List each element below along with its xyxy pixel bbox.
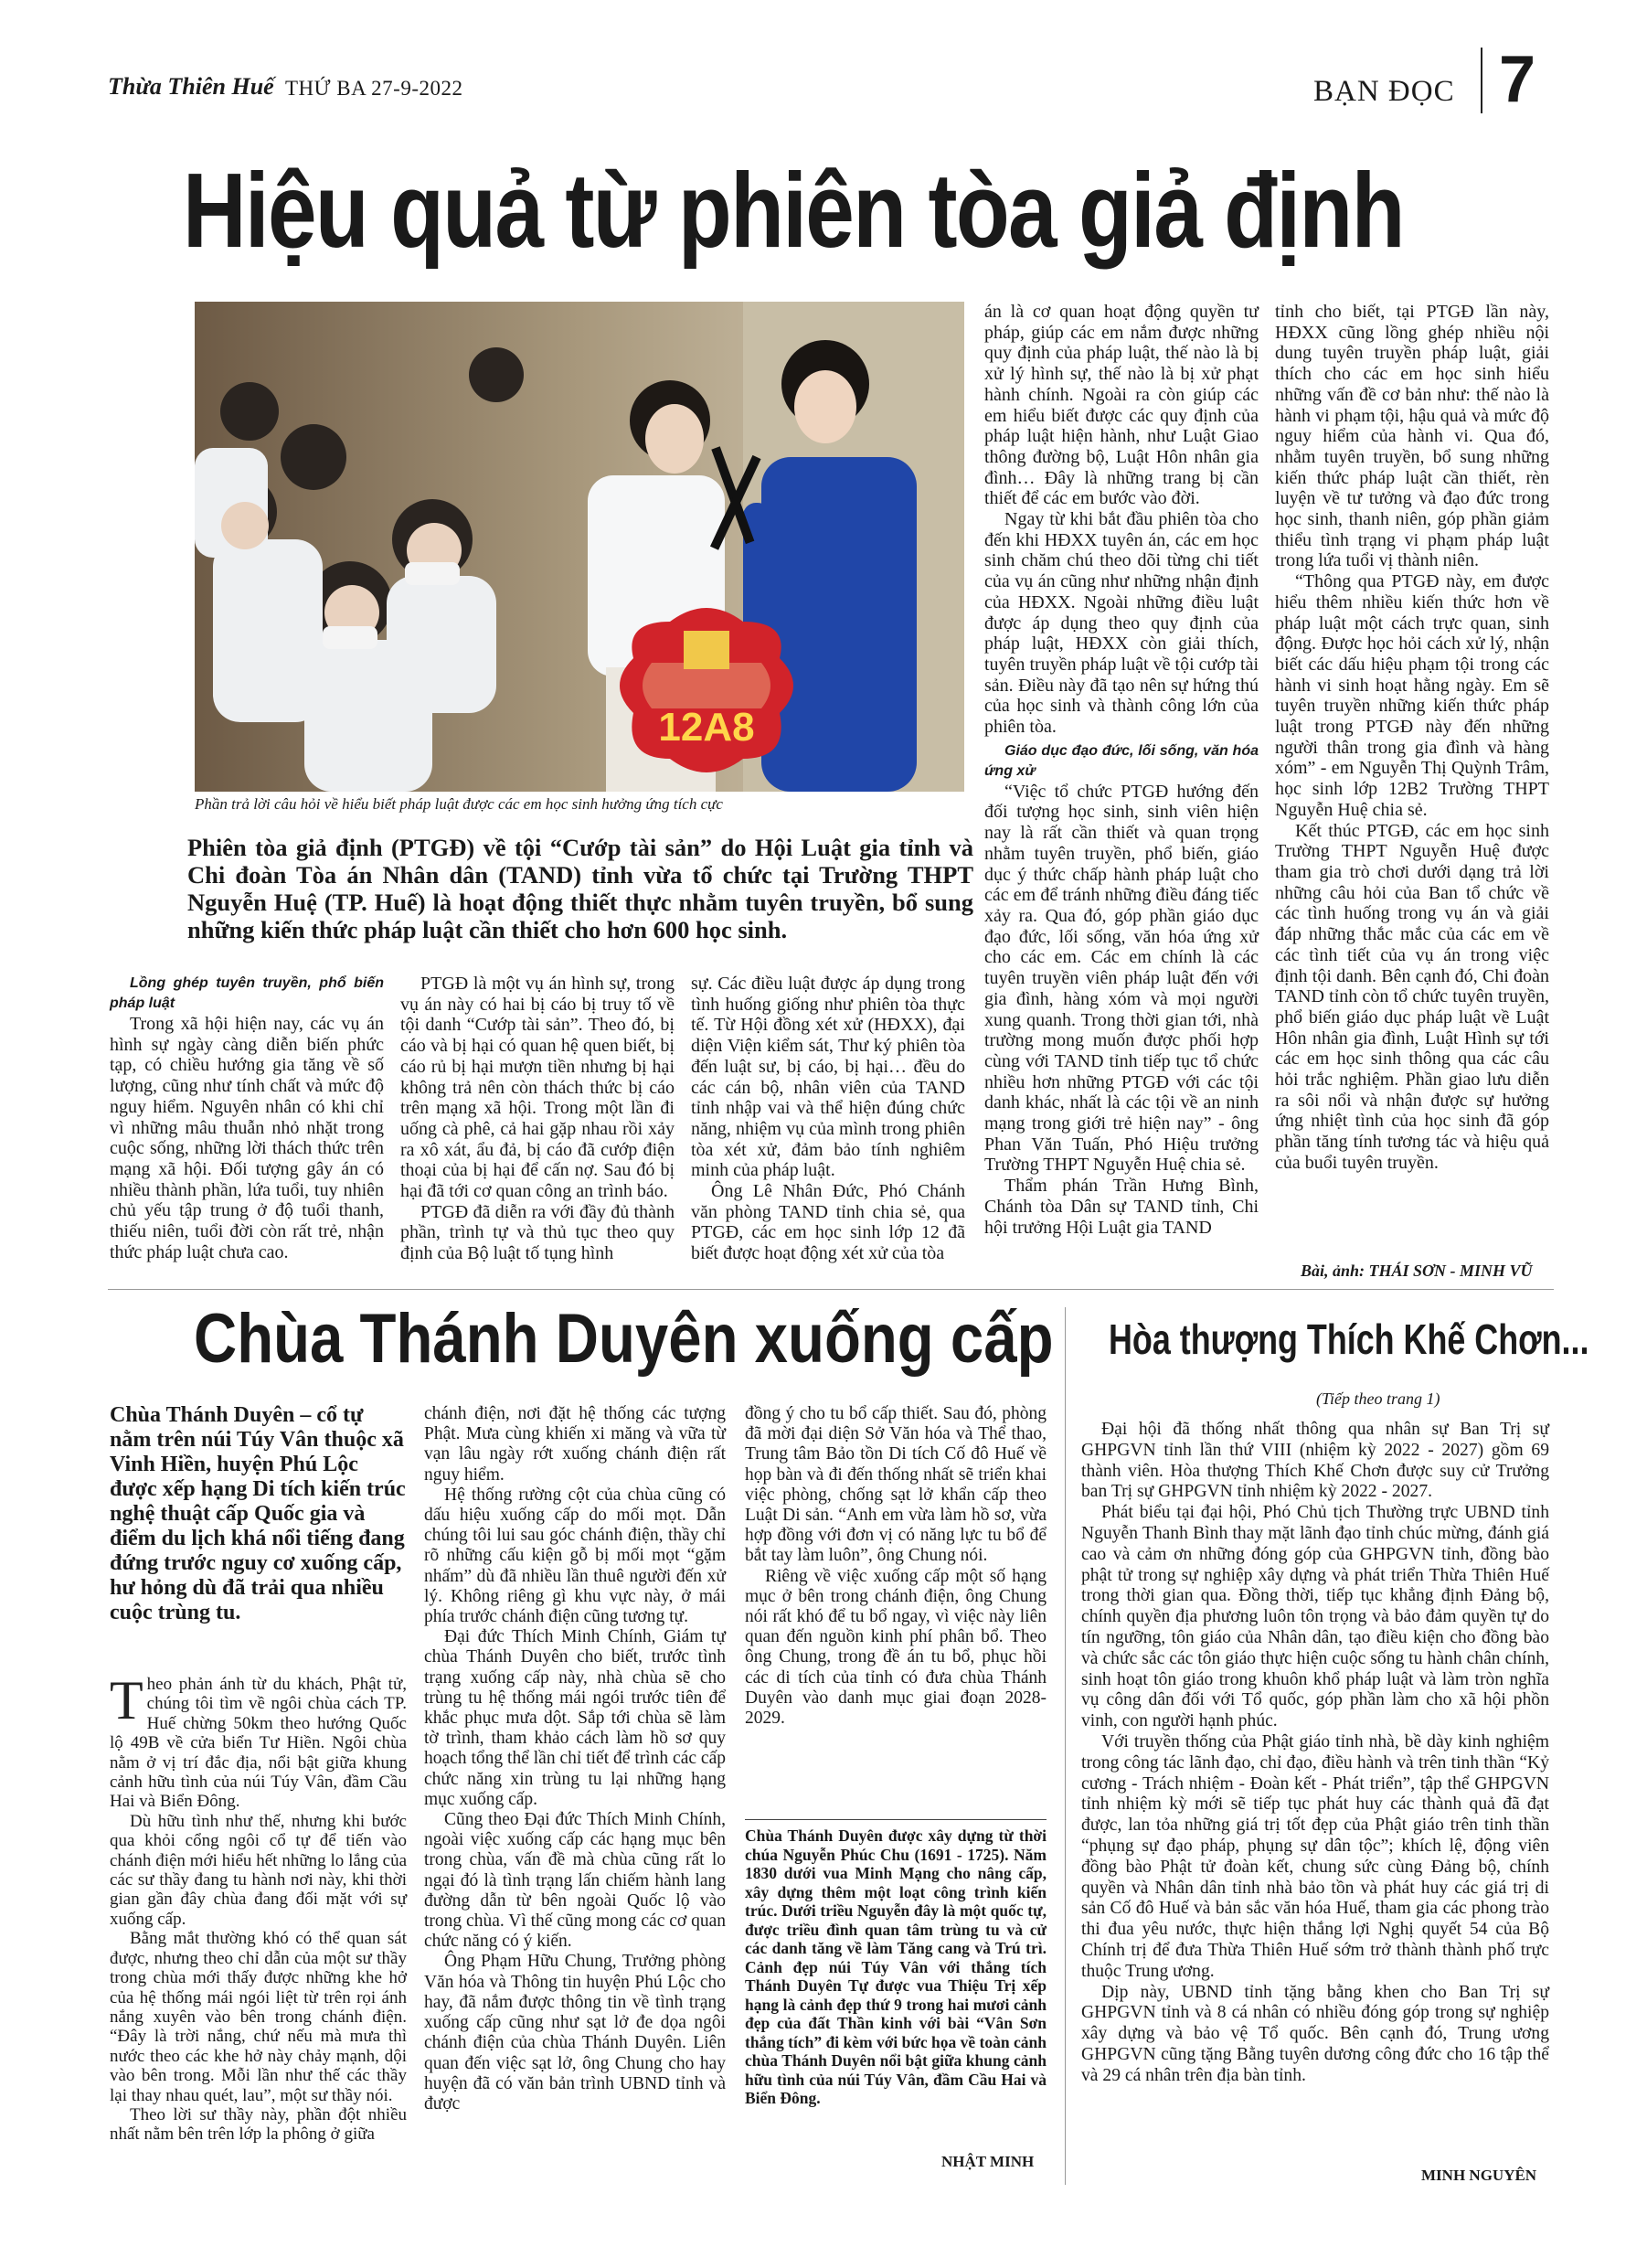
article1-column-5 [1275,302,1549,1174]
paragraph: PTGĐ là một vụ án hình sự, trong vụ án này có hai bị cáo bị truy tố về tội danh “Cướp tài sản”. Theo đó, bị cáo và bị hại có quan hệ quen biết, bị cáo rủ bị hại mượn tiền nhưng bị hại không trả nên còn thách thức bị cáo trên mạng xã hội. Trong một lần đi uống cà phê, cả hai gặp nhau rồi xảy ra xô xát, ẩu đả, bị cáo đã cướp điện thoại của bị hại để cấn nợ. Sau đó bị hại đã tới cơ quan công an trình báo. [400,974,675,1202]
paragraph: Với truyền thống của Phật giáo tỉnh nhà, bề dày kinh nghiệm trong công tác lãnh đạo, chỉ đạo, điều hành và trên tinh thần “Kỷ cương - Trách nhiệm - Đoàn kết - Phát triển”, tập thể GHPGVN tỉnh nhiệm kỳ mới sẽ tiếp tục phát huy các thành quả đã đạt được, lan tỏa những giá trị tốt đẹp của Phật giáo trên tinh thần “phụng sự đạo pháp, phụng sự dân tộc”; khích lệ, động viên đồng bào Phật tử đoàn kết, chung sức cùng Đảng bộ, chính quyền và Nhân dân tỉnh nhà bảo tồn và phát huy các giá trị di sản Cố đô Huế và bản sắc văn hóa Huế, tham gia các phong trào thi đua yêu nước, thực hiện thắng lợi Nghị quyết 54 của Bộ Chính trị để đưa Thừa Thiên Huế sớm trở thành thành phố trực thuộc Trung ương. [1081,1731,1549,1981]
article3-body [1081,1420,1549,2087]
paragraph: Đại đức Thích Minh Chính, Giám tự chùa Thánh Duyên cho biết, trước tình trạng xuống cấp này, nhà chùa sẽ cho trùng tu hệ thống mái ngói trước tiên để khắc phục mưa dột. Sắp tới chùa sẽ làm tờ trình, tham khảo cách làm hồ sơ quy hoạch tổng thể lần chỉ tiết để trình các cấp chức năng xin trùng tu lại những hạng mục xuống cấp. [424,1627,726,1809]
subhead-1: Lồng ghép tuyên truyền, phổ biến pháp luật [110,975,384,1011]
paragraph: Hệ thống rường cột của chùa cũng có dấu hiệu xuống cấp do mối mọt. Dẫn chúng tôi lui sau góc chánh điện, thầy chỉ rõ những cấu kiện gỗ bị mối mọt “gặm nhấm” dù đã nhiều lần thuê người đến xử lý. Không riêng gì khu vực này, ở mái phía trước chánh điện cũng tương tự. [424,1485,726,1627]
article2-column-1 [110,1670,407,2145]
column-divider [1065,1307,1066,2185]
paragraph: sự. Các điều luật được áp dụng trong tình huống giống như phiên tòa thực tế. Từ Hội đồng xét xử (HĐXX), đại diện Viện kiểm sát, Thư ký phiên tòa đến luật sư, bị cáo, bị hại… đều do các cán bộ, nhân viên của TAND tỉnh nhập vai và thể hiện đúng chức năng, nhiệm vụ của mình trong phiên tòa xét xử, đảm bảo tính nghiêm minh của pháp luật. [691,974,965,1181]
class-sign [620,608,793,772]
paragraph: Ông Phạm Hữu Chung, Trưởng phòng Văn hóa và Thông tin huyện Phú Lộc cho hay, đã nắm được thông tin về tình trạng xuống cấp cũng như sạt lở đe dọa ngôi chánh điện của chùa Thánh Duyên. Liên quan đến việc sạt lở, ông Chung cho hay huyện đã có văn bản trình UBND tỉnh và được [424,1952,726,2114]
paragraph: Ngay từ khi bắt đầu phiên tòa cho đến khi HĐXX tuyên án, các em học sinh chăm chú theo dõi từng chi tiết của vụ án cũng như những nhận định của HĐXX. Ngoài những điều luật được áp dụng theo quy định của pháp luật, HĐXX còn giải thích, tuyên truyền pháp luật về tội cướp tài sản. Điều này đã tạo nên sự hứng thú của học sinh và thành công lớn của phiên tòa. [984,509,1259,738]
paragraph: án là cơ quan hoạt động quyền tư pháp, giúp các em nắm được những quy định của pháp luật, thế nào là bị xử lý hình sự, thế nào là bị xử phạt hành chính. Ngoài ra còn giúp các em hiểu biết được các quy định của pháp luật hiện hành, như Luật Giao thông đường bộ, Luật Hôn nhân gia đình… Đây là những trang bị cần thiết để các em bước vào đời. [984,302,1259,509]
paragraph: Dịp này, UBND tỉnh tặng bằng khen cho Ban Trị sự GHPGVN tỉnh và 8 cá nhân có nhiều đóng góp trong sự nghiệp xây dựng và bảo vệ Tổ quốc. Bên cạnh đó, Trung ương GHPGVN cũng tặng Bằng tuyên dương công đức cho 16 tập thể và 29 cá nhân trên địa bàn tỉnh. [1081,1982,1549,2085]
paragraph: Ông Lê Nhân Đức, Phó Chánh văn phòng TAND tỉnh chia sẻ, qua PTGĐ, các em học sinh lớp 12 đã biết được hoạt động xét xử của tòa [691,1181,965,1264]
paragraph: Trong xã hội hiện nay, các vụ án hình sự ngày càng diễn biến phức tạp, có chiều hướng gia tăng về số lượng, cũng như tính chất và mức độ nguy hiểm. Nguyên nhân có khi chỉ vì những mâu thuẫn nhỏ nhặt trong cuộc sống, những lời thách thức trên mạng xã hội. Đối tượng gây án có nhiều thành phần, lứa tuổi, tuy nhiên chủ yếu tập trung ở độ tuổi thanh, thiếu niên, tuổi đời còn rất trẻ, nhận thức pháp luật chưa cao. [110,1014,384,1262]
article1-byline: Bài, ảnh: THÁI SƠN - MINH VŨ [1301,1262,1533,1280]
paragraph: Đại hội đã thống nhất thông qua nhân sự Ban Trị sự GHPGVN tỉnh lần thứ VIII (nhiệm kỳ 2022 - 2027) gồm 69 thành viên. Hòa thượng Thích Khế Chơn được suy cử Trưởng ban Trị sự GHPGVN tỉnh nhiệm kỳ 2022 - 2027. [1081,1420,1549,1502]
paragraph: Cũng theo Đại đức Thích Minh Chính, ngoài việc xuống cấp các hạng mục bên trong chùa, vấn đề mà chùa cũng rất lo ngại đó là tình trạng lấn chiếm hành lang đường dẫn từ bên ngoài Quốc lộ vào trong chùa. Vì thế cũng mong các cơ quan chức năng có ý kiến. [424,1810,726,1952]
header-divider [1481,48,1482,113]
subhead-2: Giáo dục đạo đức, lối sống, văn hóa ứng xử [984,742,1259,779]
paragraph: Riêng về việc xuống cấp một số hạng mục ở bên trong chánh điện, ông Chung nói rất khó để tu bổ ngay, vì việc này liên quan đến nguồn kinh phí phân bổ. Theo ông Chung, trong đề án tu bổ, phục hồi các di tích của tỉnh có đưa chùa Thánh Duyên vào danh mục giai đoạn 2028-2029. [745,1566,1047,1729]
section-divider [108,1289,1554,1290]
info-box: Chùa Thánh Duyên được xây dựng từ thời chúa Nguyễn Phúc Chu (1691 - 1725). Năm 1830 dưới vua Minh Mạng cho nâng cấp, xây dựng thêm một loạt công trình kiến trúc. Dưới triều Nguyễn đây là một quốc tự, được triều đình quan tâm trùng tu và cử các danh tăng về làm Tăng cang và Trú trì. Cảnh đẹp núi Túy Vân với thắng tích Thánh Duyên Tự được vua Thiệu Trị xếp hạng là cảnh đẹp thứ 9 trong hai mươi cảnh đẹp của đất Thần kinh với bài “Vân Sơn thắng tích” đi kèm với bức họa về toàn cảnh chùa Thánh Duyên nổi bật giữa khung cảnh hữu tình của núi Túy Vân, đầm Cầu Hai và Biển Đông. [745,1826,1047,2107]
issue-date: THỨ BA 27-9-2022 [285,77,463,100]
article1-column-3 [691,974,965,1264]
paragraph: đồng ý cho tu bổ cấp thiết. Sau đó, phòng đã mời đại diện Sở Văn hóa và Thể thao, Trung tâm Bảo tồn Di tích Cố đô Huế về họp bàn và đi đến thống nhất sẽ triển khai việc phòng, chống sạt lở khẩn cấp theo Luật Di sản. “Anh em vừa làm hồ sơ, vừa hợp đồng với đơn vị có năng lực tu bổ để bắt tay làm luôn”, ông Chung nói. [745,1404,1047,1566]
article1-column-2 [400,974,675,1264]
article2-lead: Chùa Thánh Duyên – cổ tự nằm trên núi Túy Vân thuộc xã Vinh Hiền, huyện Phú Lộc được xếp hạng Di tích kiến trúc nghệ thuật cấp Quốc gia và điểm du lịch khá nổi tiếng đang đứng trước nguy cơ xuống cấp, hư hỏng dù đã trải qua nhiều cuộc trùng tu. [110,1403,406,1624]
drop-cap: T [110,1670,143,1730]
article1-column-4 [984,302,1259,1238]
paragraph: chánh điện, nơi đặt hệ thống các tượng Phật. Mưa cùng khiến xi măng và vữa từ vạn lâu ngày rớt xuống chánh điện rất nguy hiểm. [424,1404,726,1485]
paragraph: Dù hữu tình như thế, nhưng khi bước qua khỏi cổng ngôi cổ tự để tiến vào chánh điện mới hiểu hết những lo lắng của các sư thầy đang tu hành nơi này, khi thời gian gần đây chùa đang đối mặt với sự xuống cấp. [110,1811,407,1929]
paragraph: Bằng mắt thường khó có thể quan sát được, nhưng theo chỉ dẫn của một sư thầy trong chùa mới thấy được những khe hở của hệ thống mái ngói liệt từ trên rọi ánh nắng xuyên vào bên trong chánh điện. “Đây là trời nắng, chứ nếu mà mưa thì nước theo các khe hở này chảy mạnh, dội vào bên trong. Mỗi lần như thế các thầy lại thay nhau quét, lau”, một sư thầy nói. [110,1929,407,2105]
paragraph: Phát biểu tại đại hội, Phó Chủ tịch Thường trực UBND tỉnh Nguyễn Thanh Bình thay mặt lãnh đạo tỉnh chúc mừng, đánh giá cao và cảm ơn những đóng góp của GHPGVN tỉnh, đồng bào phật tử trong sự nghiệp xây dựng và phát triển Thừa Thiên Huế trong thời gian qua. Đồng thời, tiếp tục khẳng định Đảng bộ, chính quyền địa phương luôn tôn trọng và bảo đảm quyền tự do tín ngưỡng, tôn giáo của Nhân dân, tạo điều kiện cho đồng bào và chức sắc các tôn giáo thực hiện cuộc sống tu hành chân chính, sinh hoạt tôn giáo trong khuôn khổ pháp luật và làm tròn nghĩa vụ công dân đối với Tổ quốc, góp phần làm cho xã hội phồn vinh, con người hạnh phúc. [1081,1503,1549,1731]
article2-column-3 [745,1404,1047,1729]
paragraph: Thẩm phán Trần Hưng Bình, Chánh tòa Dân sự TAND tỉnh, Chi hội trưởng Hội Luật gia TAND [984,1176,1259,1238]
article2-title: Chùa Thánh Duyên xuống cấp [194,1300,1054,1378]
article1-photo [195,302,964,792]
article1-lead: Phiên tòa giả định (PTGĐ) về tội “Cướp tài sản” do Hội Luật gia tỉnh và Chi đoàn Tòa án Nhân dân (TAND) tỉnh vừa tổ chức tại Trường THPT Nguyễn Huệ (TP. Huế) là hoạt động thiết thực nhằm tuyên truyền, bổ sung những kiến thức pháp luật cần thiết cho hơn 600 học sinh. [187,834,973,943]
paragraph: Theo phản ánh từ du khách, Phật tử, chúng tôi tìm về ngôi chùa cách TP. Huế chừng 50km theo hướng Quốc lộ 49B về cửa biển Tư Hiền. Ngôi chùa nằm ở vị trí đắc địa, nổi bật giữa khung cảnh hữu tình của núi Túy Vân, đầm Cầu Hai và Biển Đông. [110,1670,407,1812]
article1-column-1 [110,974,384,1262]
paragraph: PTGĐ đã diễn ra với đầy đủ thành phần, trình tự và thủ tục theo quy định của Bộ luật tố tụng hình [400,1201,675,1264]
page-number: 7 [1499,43,1536,116]
photo-caption: Phần trả lời câu hỏi về hiểu biết pháp luật được các em học sinh hưởng ứng tích cực [195,795,723,813]
paragraph: tỉnh cho biết, tại PTGĐ lần này, HĐXX cũng lồng ghép nhiều nội dung tuyên truyền pháp luật, giải thích cho các em học sinh hiểu những vấn đề cơ bản như: thế nào là hành vi phạm tội, hậu quả và mức độ nguy hiểm của hành vi. Qua đó, nhằm tuyên truyền, bổ sung những kiến thức pháp luật cần thiết, rèn luyện về tư tưởng và đạo đức trong học sinh, thanh niên, góp phần giảm thiểu tình trạng vi phạm pháp luật trong lứa tuổi vị thành niên. [1275,302,1549,571]
article1-title: Hiệu quả từ phiên tòa giả định [183,151,1404,270]
article2-column-2 [424,1404,726,2114]
paragraph: Theo lời sư thầy này, phần đột nhiều nhất nằm bên trên lớp la phông ở giữa [110,2104,407,2145]
continued-note: (Tiếp theo trang 1) [1316,1390,1440,1408]
box-rule [745,1819,1047,1820]
paragraph: “Thông qua PTGĐ này, em được hiểu thêm nhiều kiến thức hơn về pháp luật một cách trực quan, sinh động. Được học hỏi cách xử lý, nhận biết các dấu hiệu phạm tội trong các hành vi sinh hoạt hằng ngày. Em sẽ tuyên truyền những kiến thức pháp luật trong PTGĐ này đến những người thân trong gia đình và hàng xóm” - em Nguyễn Thị Quỳnh Trâm, học sinh lớp 12B2 Trường THPT Nguyễn Huệ chia sẻ. [1275,571,1549,820]
paragraph: Kết thúc PTGĐ, các em học sinh Trường THPT Nguyễn Huệ được tham gia trò chơi dưới dạng trả lời những câu hỏi của Ban tổ chức về các tình huống trong vụ án và giải đáp những thắc mắc của các em về các tình tiết của vụ án trong việc định tội danh. Bên cạnh đó, Chi đoàn TAND tỉnh còn tổ chức tuyên truyền, phổ biến giáo dục pháp luật về Luật Hôn nhân gia đình, Luật Hình sự tới các em học sinh thông qua các câu hỏi trắc nghiệm. Phần giao lưu diễn ra sôi nổi và nhận được sự hưởng ứng nhiệt tình của học sinh đã góp phần tăng tính tương tác và hiệu quả của buổi tuyên truyền. [1275,820,1549,1173]
article3-title: Hòa thượng Thích Khế Chơn... [1109,1315,1589,1363]
section-name: BẠN ĐỌC [1313,75,1455,108]
newspaper-name: Thừa Thiên Huế [108,73,274,100]
article2-byline: NHẬT MINH [941,2153,1035,2170]
class-sign-label: 12A8 [658,705,755,750]
students-photo-illustration [195,302,964,792]
article3-byline: MINH NGUYÊN [1421,2167,1537,2184]
paragraph: “Việc tổ chức PTGĐ hướng đến đối tượng học sinh, sinh viên hiện nay là rất cần thiết và quan trọng nhằm tuyên truyền, phổ biến, giáo dục ý thức chấp hành pháp luật cho các em để tránh những điều đáng tiếc xảy ra. Qua đó, góp phần giáo dục đạo đức, lối sống, văn hóa ứng xử cho các em. Các em chính là các tuyên truyền viên pháp luật đến với gia đình, hàng xóm và mọi người xung quanh. Trong thời gian tới, nhà trường mong muốn được phối hợp cùng với TAND tỉnh tiếp tục tổ chức nhiều hơn những PTGĐ với các tội danh khác, nhất là các tội về an ninh mạng trong giới trẻ hiện nay” - ông Phan Văn Tuấn, Phó Hiệu trưởng Trường THPT Nguyễn Huệ chia sẻ. [984,781,1259,1176]
